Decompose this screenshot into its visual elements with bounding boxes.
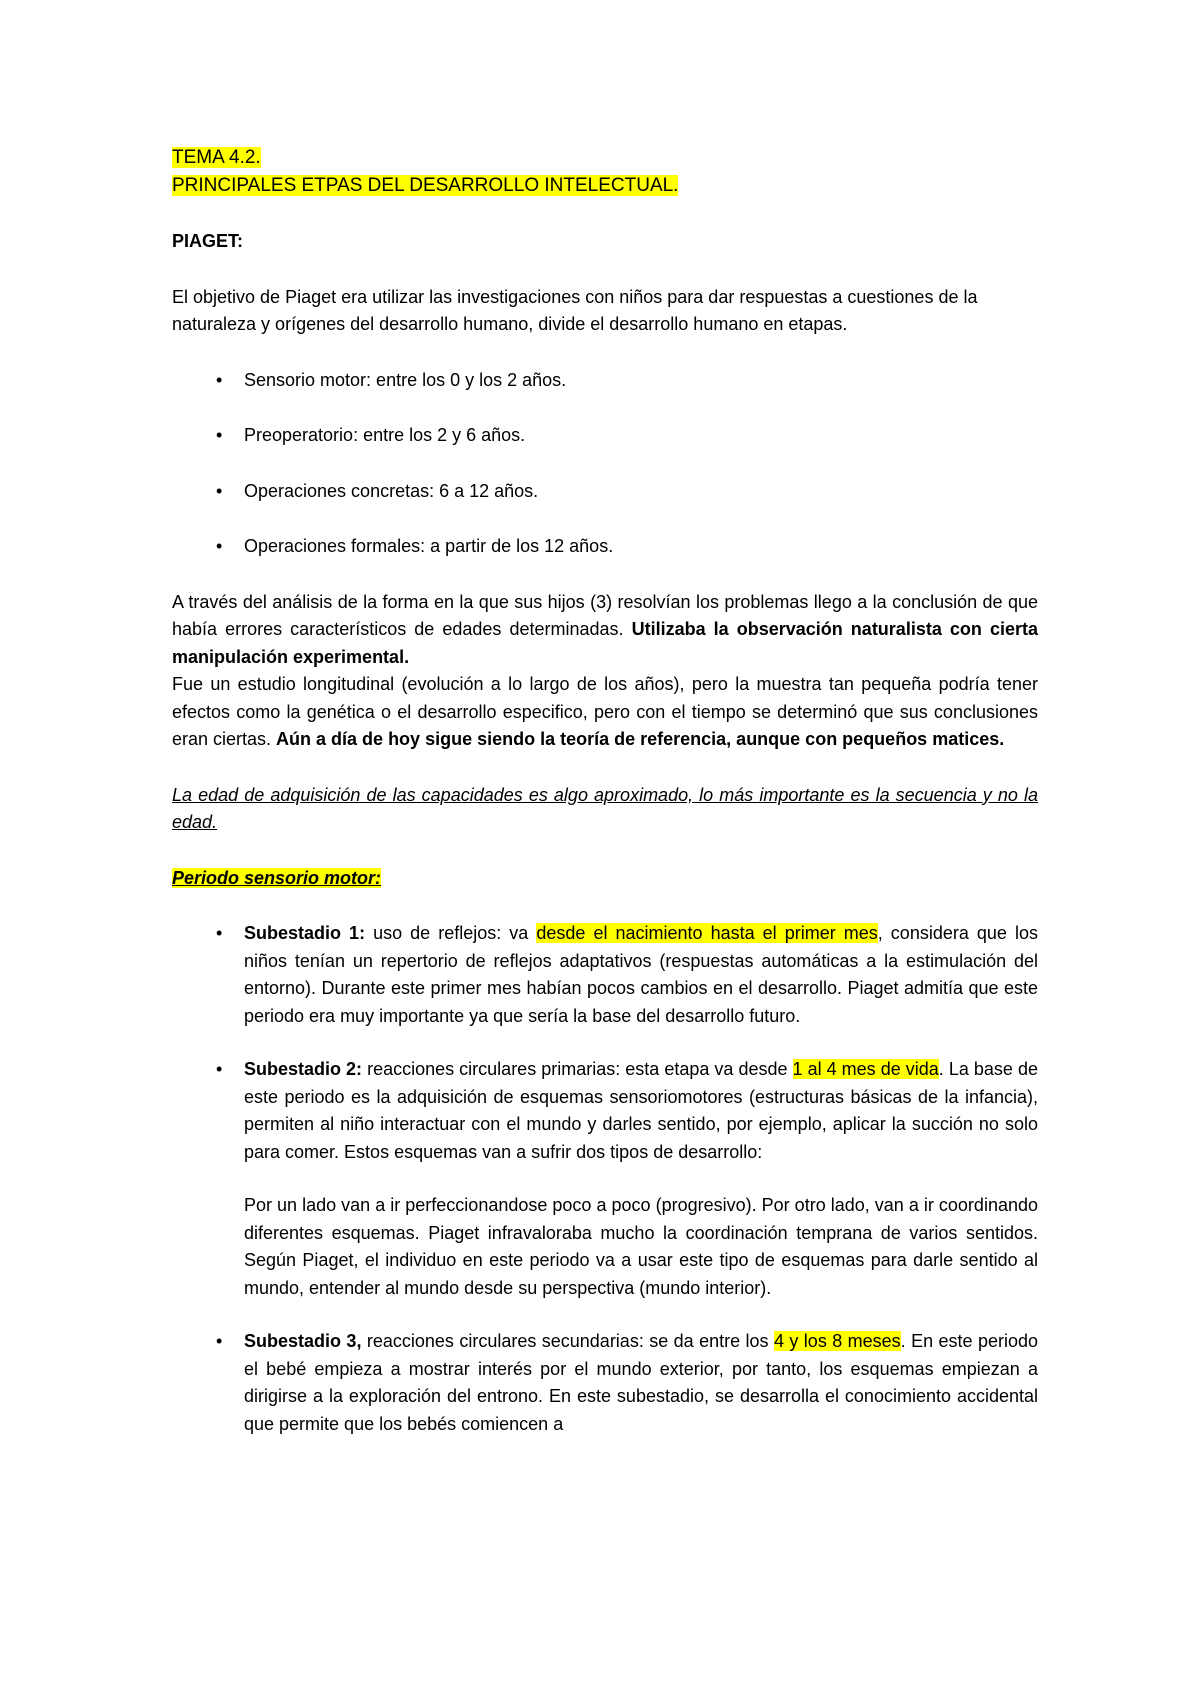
substage-3: • Subestadio 3, reacciones circulares secundarias: se da entre los 4 y los 8 meses. En este periodo el bebé empieza a mostrar interés por el mundo exterior, por tanto, los esquemas empiezan a dirigirse a la exploración del entrono. En este subestadio, se desarrolla el conocimiento accidental que permite que los bebés comiencen a [172,1328,1038,1438]
substages-list [172,920,1038,1438]
bullet-icon: • [216,480,223,501]
age-note: La edad de adquisición de las capacidades es algo aproximado, lo más importante es la secuencia y no la edad. [172,784,1038,832]
bullet-icon: • [216,1331,223,1351]
intro-paragraph: El objetivo de Piaget era utilizar las investigaciones con niños para dar respuestas a cuestiones de la naturaleza y orígenes del desarrollo humano, divide el desarrollo humano en etapas. [172,286,978,334]
bullet-icon: • [216,369,223,390]
stages-list [172,367,1038,561]
substage-2-followup: Por un lado van a ir perfeccionandose poco a poco (progresivo). Por otro lado, van a ir coordinando diferentes esquemas. Piaget infravaloraba mucho la coordinación temprana de varios sentidos. Según Piaget, el individuo en este periodo va a usar este tipo de esquemas para darle sentido al mundo, entender al mundo desde su perspectiva (mundo interior). [244,1195,1038,1298]
section-heading-piaget: PIAGET: [172,231,244,251]
title-line-1: TEMA 4.2. [172,147,261,168]
substage-2: • Subestadio 2: reacciones circulares primarias: esta etapa va desde 1 al 4 mes de vida. La base de este periodo es la adquisición de esquemas sensoriomotores (estructuras básicas de la infancia), permiten al niño interactuar con el mundo y darles sentido, por ejemplo, aplicar la succión no solo para comer. Estos esquemas van a sufrir dos tipos de desarrollo: Por un lado van a ir perfeccionandose poco a poco (progresivo). Por otro lado, van a ir coordinando diferentes esquemas. Piaget infravaloraba mucho la coordinación temprana de varios sentidos. Según Piaget, el individuo en este periodo va a usar este tipo de esquemas para darle sentido al mundo, entender al mundo desde su perspectiva (mundo interior). [172,1056,1038,1302]
list-item: • Operaciones formales: a partir de los 12 años. [172,533,1038,561]
list-item: • Preoperatorio: entre los 2 y 6 años. [172,422,1038,450]
substage-1: • Subestadio 1: uso de reflejos: va desde el nacimiento hasta el primer mes, considera que los niños tenían un repertorio de reflejos adaptativos (respuestas automáticas a la estimulación del entorno). Durante este primer mes habían pocos cambios en el desarrollo. Piaget admitía que este periodo era muy importante ya que sería la base del desarrollo futuro. [172,920,1038,1030]
bullet-icon: • [216,536,223,556]
title-line-2: PRINCIPALES ETPAS DEL DESARROLLO INTELECTUAL. [172,175,679,196]
sensorimotor-heading: Periodo sensorio motor: [172,867,382,888]
list-item: • Operaciones concretas: 6 a 12 años. [172,478,1038,506]
bullet-icon: • [216,923,223,943]
list-item: • Sensorio motor: entre los 0 y los 2 años. [172,367,1038,395]
bullet-icon: • [216,1059,223,1079]
method-paragraph: A través del análisis de la forma en la que sus hijos (3) resolvían los problemas llego a la conclusión de que había errores característicos de edades determinadas. Utilizaba la observación naturalista con cierta manipulación experimental. Fue un estudio longitudinal (evolución a lo largo de los años), pero la muestra tan pequeña podría tener efectos como la genética o el desarrollo especifico, pero con el tiempo se determinó que sus conclusiones eran ciertas. Aún a día de hoy sigue siendo la teoría de referencia, aunque con pequeños matices. [172,591,1038,749]
bullet-icon: • [216,425,223,445]
